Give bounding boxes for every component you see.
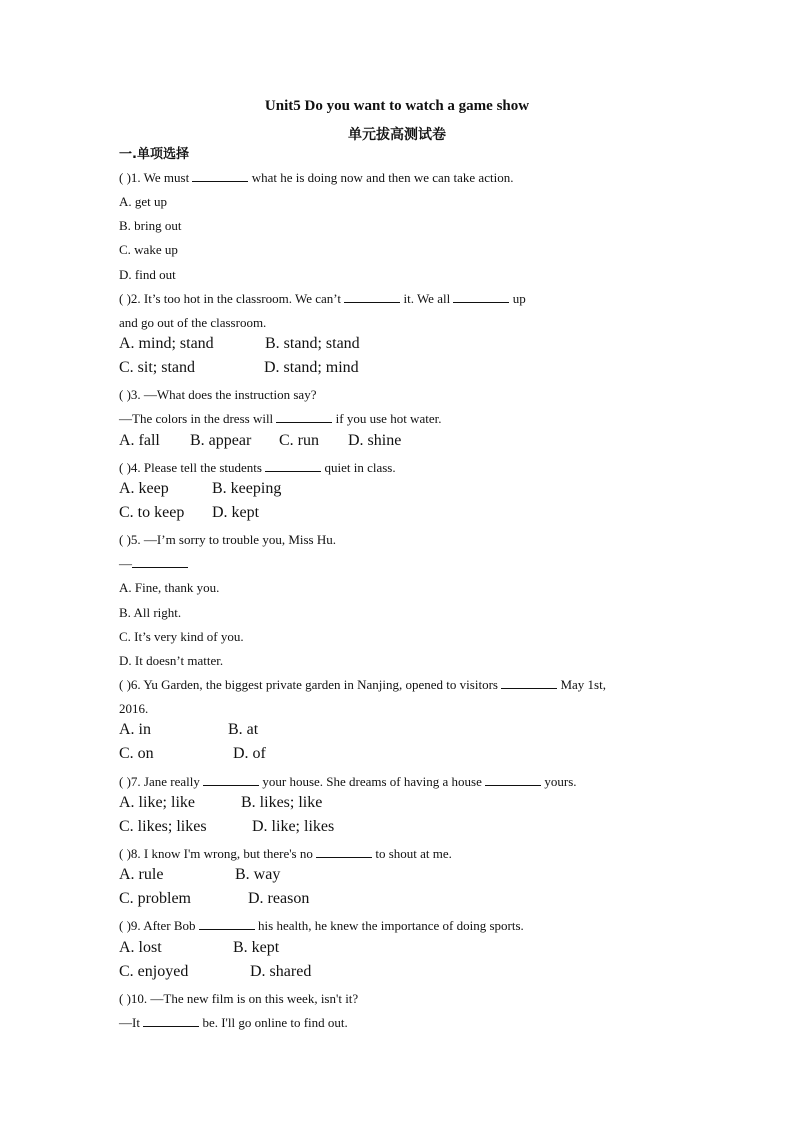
- option: A. in: [119, 721, 151, 739]
- option: C. to keep: [119, 503, 185, 521]
- question-10-response: —It be. I'll go online to find out.: [119, 1014, 348, 1030]
- option: B. appear: [190, 431, 252, 449]
- question-7: ( )7. Jane really your house. She dreams of having a house yours.: [119, 773, 577, 789]
- option: A. rule: [119, 866, 164, 884]
- option: C. problem: [119, 890, 191, 908]
- question-9: ( )9. After Bob his health, he knew the importance of doing sports.: [119, 918, 524, 934]
- option: D. shared: [250, 962, 312, 980]
- option-row: [119, 939, 679, 963]
- option-row: [119, 432, 679, 456]
- option: D. shine: [348, 431, 402, 449]
- option: B. keeping: [212, 479, 282, 497]
- option: A. keep: [119, 479, 169, 497]
- option: B. way: [235, 866, 281, 884]
- answer-blank: [199, 917, 255, 930]
- option-row: [119, 794, 679, 818]
- option: A. like; like: [119, 793, 195, 811]
- option-row: [119, 963, 679, 987]
- answer-blank: [344, 290, 400, 303]
- question-10: ( )10. —The new film is on this week, isn't it?: [119, 990, 359, 1006]
- section-heading: 一.单项选择: [119, 147, 189, 162]
- option: A. Fine, thank you.: [119, 580, 220, 596]
- option: D. reason: [248, 890, 310, 908]
- option-row: [119, 335, 679, 359]
- option: C. sit; stand: [119, 359, 196, 377]
- answer-blank: [316, 845, 372, 858]
- option-row: [119, 480, 679, 504]
- option-row: [119, 866, 679, 890]
- question-list: [119, 146, 679, 1035]
- answer-blank: [501, 676, 557, 689]
- option: B. All right.: [119, 604, 182, 620]
- option: B. at: [228, 721, 259, 739]
- answer-blank: [485, 773, 541, 786]
- option: C. enjoyed: [119, 962, 189, 980]
- question-2: ( )2. It’s too hot in the classroom. We can’t it. We all up: [119, 290, 526, 306]
- question-8: ( )8. I know I'm wrong, but there's no to shout at me.: [119, 845, 452, 861]
- question-3: ( )3. —What does the instruction say?: [119, 387, 317, 403]
- option: B. likes; like: [241, 793, 323, 811]
- option: D. of: [233, 745, 266, 763]
- question-5-response: —: [119, 552, 679, 576]
- option-row: [119, 890, 679, 914]
- option: D. stand; mind: [264, 359, 359, 377]
- answer-blank: [132, 555, 188, 568]
- option-row: [119, 721, 679, 745]
- option: D. kept: [212, 503, 260, 521]
- option: D. like; likes: [252, 817, 335, 835]
- question-3-response: —The colors in the dress will if you use hot water.: [119, 411, 442, 427]
- option: B. bring out: [119, 218, 182, 234]
- page-title: Unit5 Do you want to watch a game show: [264, 98, 530, 114]
- option: C. likes; likes: [119, 817, 207, 835]
- answer-blank: [203, 773, 259, 786]
- option: A. fall: [119, 431, 160, 449]
- answer-blank: [192, 169, 248, 182]
- option: A. get up: [119, 194, 168, 210]
- question-2-continued: and go out of the classroom.: [119, 314, 267, 330]
- option-row: [119, 818, 679, 842]
- option-row: [119, 504, 679, 528]
- page-subtitle: 单元拔高测试卷: [348, 127, 446, 143]
- option: C. wake up: [119, 242, 178, 258]
- option-row: [119, 745, 679, 769]
- answer-blank: [276, 410, 332, 423]
- option: D. It doesn’t matter.: [119, 652, 224, 668]
- option: B. stand; stand: [265, 334, 360, 352]
- option: A. mind; stand: [119, 334, 214, 352]
- question-6-continued: 2016.: [119, 701, 149, 717]
- option-row: [119, 359, 679, 383]
- question-1: ( )1. We must what he is doing now and then we can take action.: [119, 170, 514, 185]
- question-4: ( )4. Please tell the students quiet in class.: [119, 459, 396, 475]
- option: C. on: [119, 745, 154, 763]
- answer-blank: [265, 459, 321, 472]
- question-6: ( )6. Yu Garden, the biggest private garden in Nanjing, opened to visitors May 1st,: [119, 676, 606, 692]
- answer-blank: [453, 290, 509, 303]
- answer-blank: [143, 1014, 199, 1027]
- option: D. find out: [119, 266, 176, 282]
- option: C. It’s very kind of you.: [119, 628, 244, 644]
- question-5: ( )5. —I’m sorry to trouble you, Miss Hu.: [119, 532, 337, 548]
- option: B. kept: [233, 938, 280, 956]
- option: C. run: [279, 431, 319, 449]
- option: A. lost: [119, 938, 162, 956]
